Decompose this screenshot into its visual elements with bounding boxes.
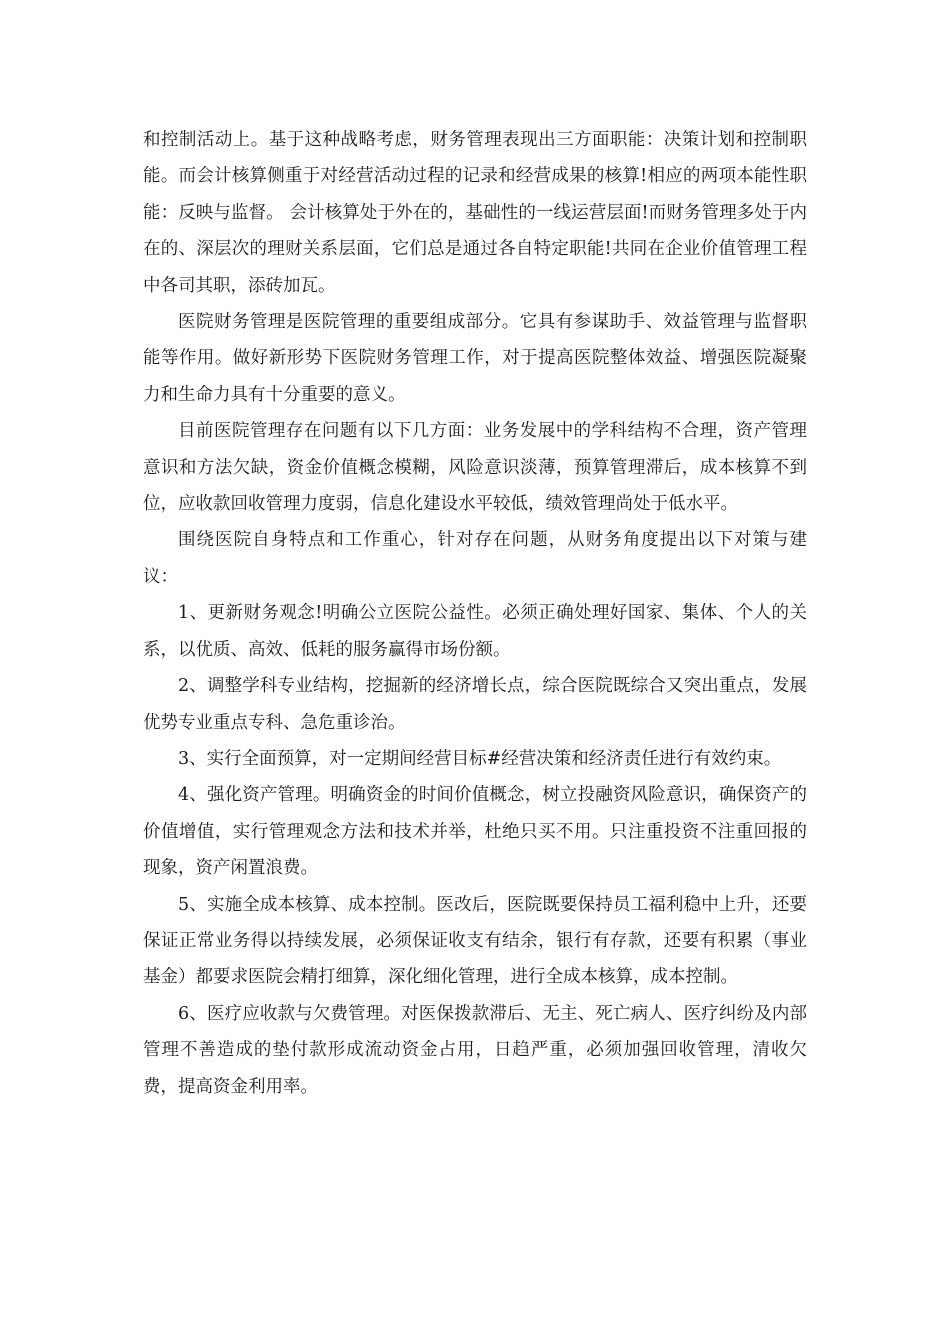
paragraph-current-problems: 目前医院管理存在问题有以下几方面：业务发展中的学科结构不合理，资产管理意识和方法欠缺，资金价值概念模糊，风险意识淡薄，预算管理滞后，成本核算不到位，应收款回收管理力度弱，信息化建设水平较低，绩效管理尚处于低水平。 [143,421,807,515]
paragraph-continued: 和控制活动上。基于这种战略考虑，财务管理表现出三方面职能：决策计划和控制职能。而会计核算侧重于对经营活动过程的记录和经营成果的核算!相应的两项本能性职能：反映与监督。 会计核算处于外在的，基础性的一线运营层面!而财务管理多处于内在的、深层次的理财关系层面，它们总是通过各自特定职能!共同在企业价值管理工程中各司其职，添砖加瓦。 [143,130,807,296]
list-item-5: 5、实施全成本核算、成本控制。医改后，医院既要保持员工福利稳中上升，还要保证正常业务得以持续发展，必须保证收支有结余，银行有存款，还要有积累（事业基金）都要求医院会精打细算，深化细化管理，进行全成本核算，成本控制。 [143,894,807,988]
document-body [143,122,807,1105]
list-item-1: 1、更新财务观念!明确公立医院公益性。必须正确处理好国家、集体、个人的关系，以优质、高效、低耗的服务赢得市场份额。 [143,603,807,660]
list-item-6: 6、医疗应收款与欠费管理。对医保拨款滞后、无主、死亡病人、医疗纠纷及内部管理不善造成的垫付款形成流动资金占用，日趋严重，必须加强回收管理，清收欠费，提高资金利用率。 [143,1003,807,1097]
list-item-2: 2、调整学科专业结构，挖掘新的经济增长点，综合医院既综合又突出重点，发展优势专业重点专科、急危重诊治。 [143,676,807,733]
list-item-4: 4、强化资产管理。明确资金的时间价值概念，树立投融资风险意识，确保资产的价值增值，实行管理观念方法和技术并举，杜绝只买不用。只注重投资不注重回报的现象，资产闲置浪费。 [143,785,807,879]
paragraph-hospital-finance: 医院财务管理是医院管理的重要组成部分。它具有参谋助手、效益管理与监督职能等作用。做好新形势下医院财务管理工作，对于提高医院整体效益、增强医院凝聚力和生命力具有十分重要的意义。 [143,312,807,405]
list-item-3: 3、实行全面预算，对一定期间经营目标#经营决策和经济责任进行有效约束。 [178,748,782,769]
paragraph-suggestions-intro: 围绕医院自身特点和工作重心，针对存在问题，从财务角度提出以下对策与建议： [143,530,807,587]
